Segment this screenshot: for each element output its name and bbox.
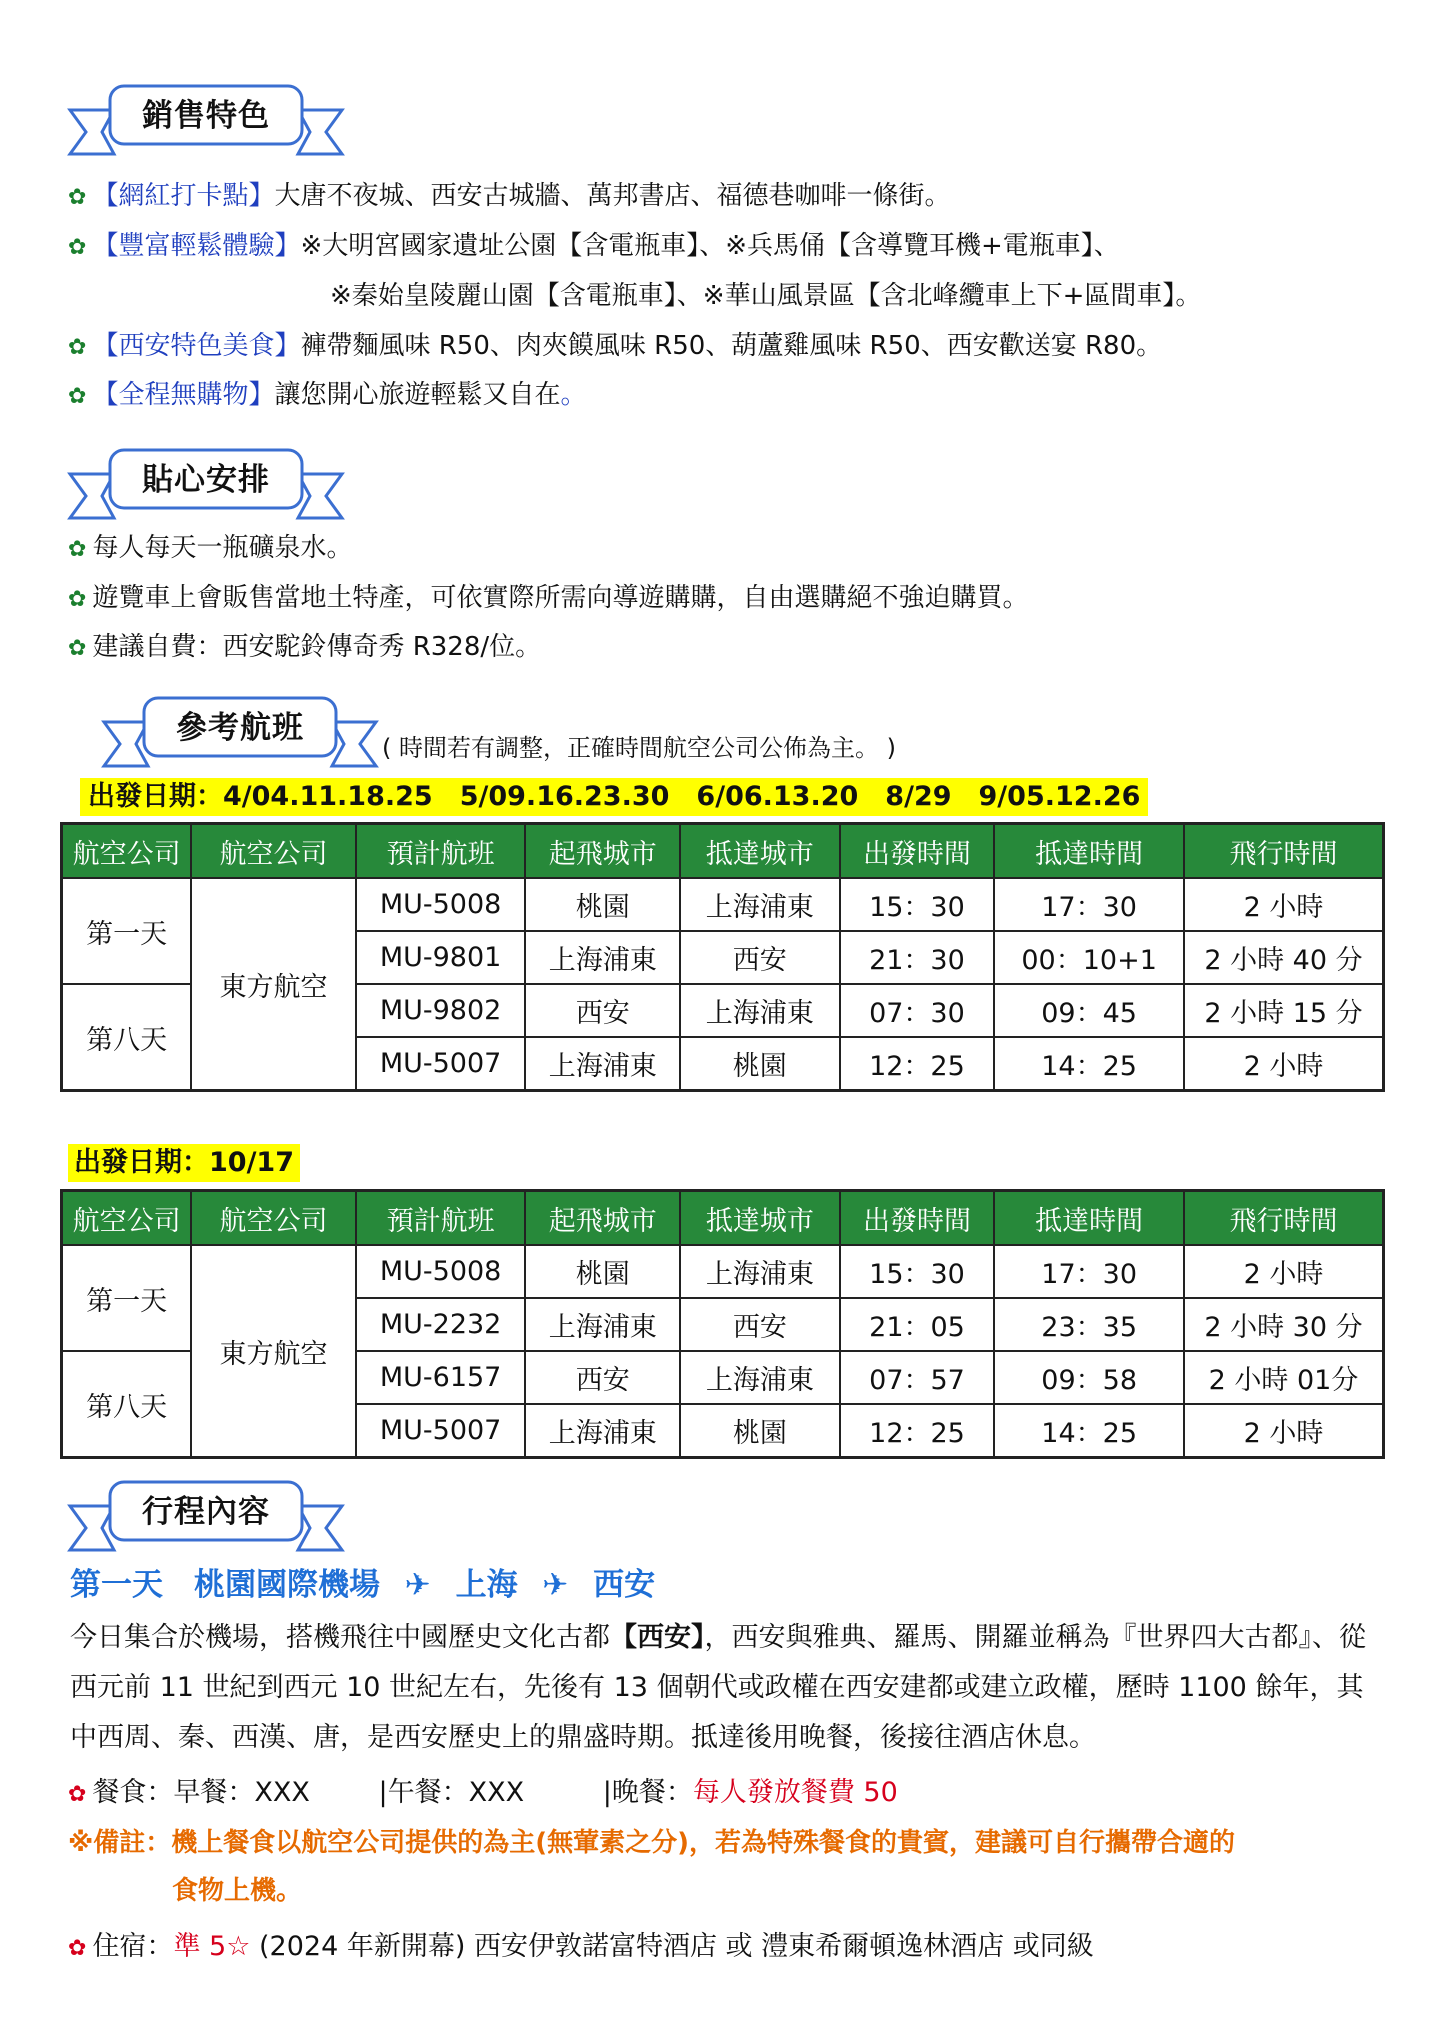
section-title: 行程內容 <box>142 1494 270 1530</box>
from-city: 西安 <box>525 1351 680 1404</box>
day1-description: 今日集合於機場，搭機飛往中國歷史文化古都【西安】，西安與雅典、羅馬、開羅並稱為『世界四大古都』、從西元前 11 世紀到西元 10 世紀左右，先後有 13 個朝代或政權在西安建都或建立政權，歷時 1100 餘年，其中西周、秦、西漢、唐，是西安歷史上的鼎盛時期。抵達後用晚餐，後接往酒店休息。 <box>70 1622 1366 1753</box>
meals-line: ✿ 餐食：早餐：XXX |午餐：XXX |晚餐：每人發放餐費 50 <box>68 1777 898 1808</box>
col-header: 航空公司 <box>191 824 356 879</box>
airline-cell: 東方航空 <box>191 1245 356 1458</box>
flower-icon: ✿ <box>68 384 87 409</box>
sales-item-3: ✿ 【西安特色美食】褲帶麵風味 R50、肉夾饃風味 R50、葫蘆雞風味 R50、西安歡送宴 R80。 <box>68 331 1163 361</box>
section-header-care <box>66 446 346 522</box>
remark-line-1: ※備註：機上餐食以航空公司提供的為主(無葷素之分)，若為特殊餐食的貴賓，建議可自行攜帶合適的 <box>68 1828 1236 1858</box>
flight-no: MU-2232 <box>356 1298 526 1351</box>
col-header: 航空公司 <box>62 824 192 879</box>
day-label: 第一天 <box>62 878 192 984</box>
plane-icon: ✈ <box>404 1567 431 1603</box>
dep-time: 15：30 <box>840 1245 995 1298</box>
col-header: 航空公司 <box>191 1191 356 1246</box>
day-label: 第一天 <box>62 1245 192 1351</box>
duration: 2 小時 40 分 <box>1184 931 1384 984</box>
flower-icon: ✿ <box>68 1782 87 1807</box>
dep-time: 07：30 <box>840 984 995 1037</box>
to-city: 桃園 <box>680 1037 840 1091</box>
arr-time: 14：25 <box>994 1037 1184 1091</box>
airline-cell: 東方航空 <box>191 878 356 1091</box>
section-header-sales <box>66 82 346 158</box>
to-city: 上海浦東 <box>680 1351 840 1404</box>
dep-time: 21：05 <box>840 1298 995 1351</box>
day-label: 第八天 <box>62 984 192 1091</box>
departure-dates-2: 出發日期：10/17 <box>68 1144 300 1182</box>
arr-time: 23：35 <box>994 1298 1184 1351</box>
flight-note: ( 時間若有調整，正確時間航空公司公佈為主。 ) <box>382 734 896 762</box>
from-city: 上海浦東 <box>525 1404 680 1458</box>
remark-line-2: 食物上機。 <box>172 1876 303 1906</box>
duration: 2 小時 <box>1184 1404 1384 1458</box>
day-label: 第八天 <box>62 1351 192 1458</box>
col-header: 起飛城市 <box>525 1191 680 1246</box>
arr-time: 09：45 <box>994 984 1184 1037</box>
flower-icon: ✿ <box>68 185 87 210</box>
flower-icon: ✿ <box>68 335 87 360</box>
flight-no: MU-9802 <box>356 984 526 1037</box>
from-city: 桃園 <box>525 1245 680 1298</box>
col-header: 抵達城市 <box>680 1191 840 1246</box>
sales-item-2-cont: ※秦始皇陵麗山園【含電瓶車】、※華山風景區【含北峰纜車上下+區間車】。 <box>330 281 1202 311</box>
col-header: 預計航班 <box>356 1191 526 1246</box>
section-title: 銷售特色 <box>142 98 270 134</box>
flight-table-1 <box>60 822 1385 1092</box>
col-header: 預計航班 <box>356 824 526 879</box>
flight-no: MU-5008 <box>356 1245 526 1298</box>
sales-item-4: ✿ 【全程無購物】讓您開心旅遊輕鬆又自在。 <box>68 380 587 410</box>
arr-time: 17：30 <box>994 878 1184 931</box>
flight-no: MU-5007 <box>356 1404 526 1458</box>
flower-icon: ✿ <box>68 636 87 661</box>
arr-time: 17：30 <box>994 1245 1184 1298</box>
duration: 2 小時 15 分 <box>1184 984 1384 1037</box>
col-header: 抵達時間 <box>994 824 1184 879</box>
dep-time: 12：25 <box>840 1037 995 1091</box>
table-header-row <box>62 1191 1384 1246</box>
table-row <box>62 878 1384 931</box>
from-city: 桃園 <box>525 878 680 931</box>
col-header: 飛行時間 <box>1184 824 1384 879</box>
from-city: 西安 <box>525 984 680 1037</box>
dep-time: 12：25 <box>840 1404 995 1458</box>
care-item-2: ✿ 遊覽車上會販售當地土特產，可依實際所需向導遊購購，自由選購絕不強迫購買。 <box>68 583 1029 613</box>
duration: 2 小時 <box>1184 878 1384 931</box>
dep-time: 15：30 <box>840 878 995 931</box>
flight-table-2 <box>60 1189 1385 1459</box>
col-header: 航空公司 <box>62 1191 192 1246</box>
section-header-flights <box>100 694 380 770</box>
section-header-itinerary <box>66 1478 346 1554</box>
col-header: 飛行時間 <box>1184 1191 1384 1246</box>
arr-time: 09：58 <box>994 1351 1184 1404</box>
care-item-1: ✿ 每人每天一瓶礦泉水。 <box>68 533 353 563</box>
plane-icon: ✈ <box>542 1567 569 1603</box>
flight-no: MU-6157 <box>356 1351 526 1404</box>
col-header: 出發時間 <box>840 824 995 879</box>
to-city: 西安 <box>680 1298 840 1351</box>
col-header: 起飛城市 <box>525 824 680 879</box>
from-city: 上海浦東 <box>525 1037 680 1091</box>
flower-icon: ✿ <box>68 1936 87 1961</box>
sales-item-2: ✿ 【豐富輕鬆體驗】※大明宮國家遺址公園【含電瓶車】、※兵馬俑【含導覽耳機+電瓶車】、 <box>68 231 1120 261</box>
from-city: 上海浦東 <box>525 931 680 984</box>
duration: 2 小時 30 分 <box>1184 1298 1384 1351</box>
hotel-line: ✿ 住宿：準 5☆ (2024 年新開幕) 西安伊敦諾富特酒店 或 澧東希爾頓逸林酒店 或同級 <box>68 1931 1094 1962</box>
duration: 2 小時 <box>1184 1037 1384 1091</box>
dep-time: 21：30 <box>840 931 995 984</box>
col-header: 抵達城市 <box>680 824 840 879</box>
arr-time: 00：10+1 <box>994 931 1184 984</box>
flower-icon: ✿ <box>68 537 87 562</box>
col-header: 出發時間 <box>840 1191 995 1246</box>
flight-no: MU-9801 <box>356 931 526 984</box>
to-city: 上海浦東 <box>680 984 840 1037</box>
departure-dates-1: 出發日期：4/04.11.18.25 5/09.16.23.30 6/06.13.20 8/29 9/05.12.26 <box>80 778 1148 816</box>
to-city: 上海浦東 <box>680 1245 840 1298</box>
arr-time: 14：25 <box>994 1404 1184 1458</box>
section-title: 貼心安排 <box>142 462 270 498</box>
to-city: 西安 <box>680 931 840 984</box>
col-header: 抵達時間 <box>994 1191 1184 1246</box>
section-title: 參考航班 <box>176 710 304 746</box>
flight-no: MU-5007 <box>356 1037 526 1091</box>
dep-time: 07：57 <box>840 1351 995 1404</box>
to-city: 上海浦東 <box>680 878 840 931</box>
day1-title: 第一天 桃園國際機場 ✈ 上海 ✈ 西安 <box>70 1567 656 1603</box>
care-item-3: ✿ 建議自費：西安駝鈴傳奇秀 R328/位。 <box>68 632 542 662</box>
table-row <box>62 1245 1384 1298</box>
flight-no: MU-5008 <box>356 878 526 931</box>
sales-item-1: ✿ 【網紅打卡點】大唐不夜城、西安古城牆、萬邦書店、福德巷咖啡一條街。 <box>68 181 951 211</box>
to-city: 桃園 <box>680 1404 840 1458</box>
table-header-row <box>62 824 1384 879</box>
duration: 2 小時 01分 <box>1184 1351 1384 1404</box>
duration: 2 小時 <box>1184 1245 1384 1298</box>
flower-icon: ✿ <box>68 587 87 612</box>
from-city: 上海浦東 <box>525 1298 680 1351</box>
flower-icon: ✿ <box>68 235 87 260</box>
